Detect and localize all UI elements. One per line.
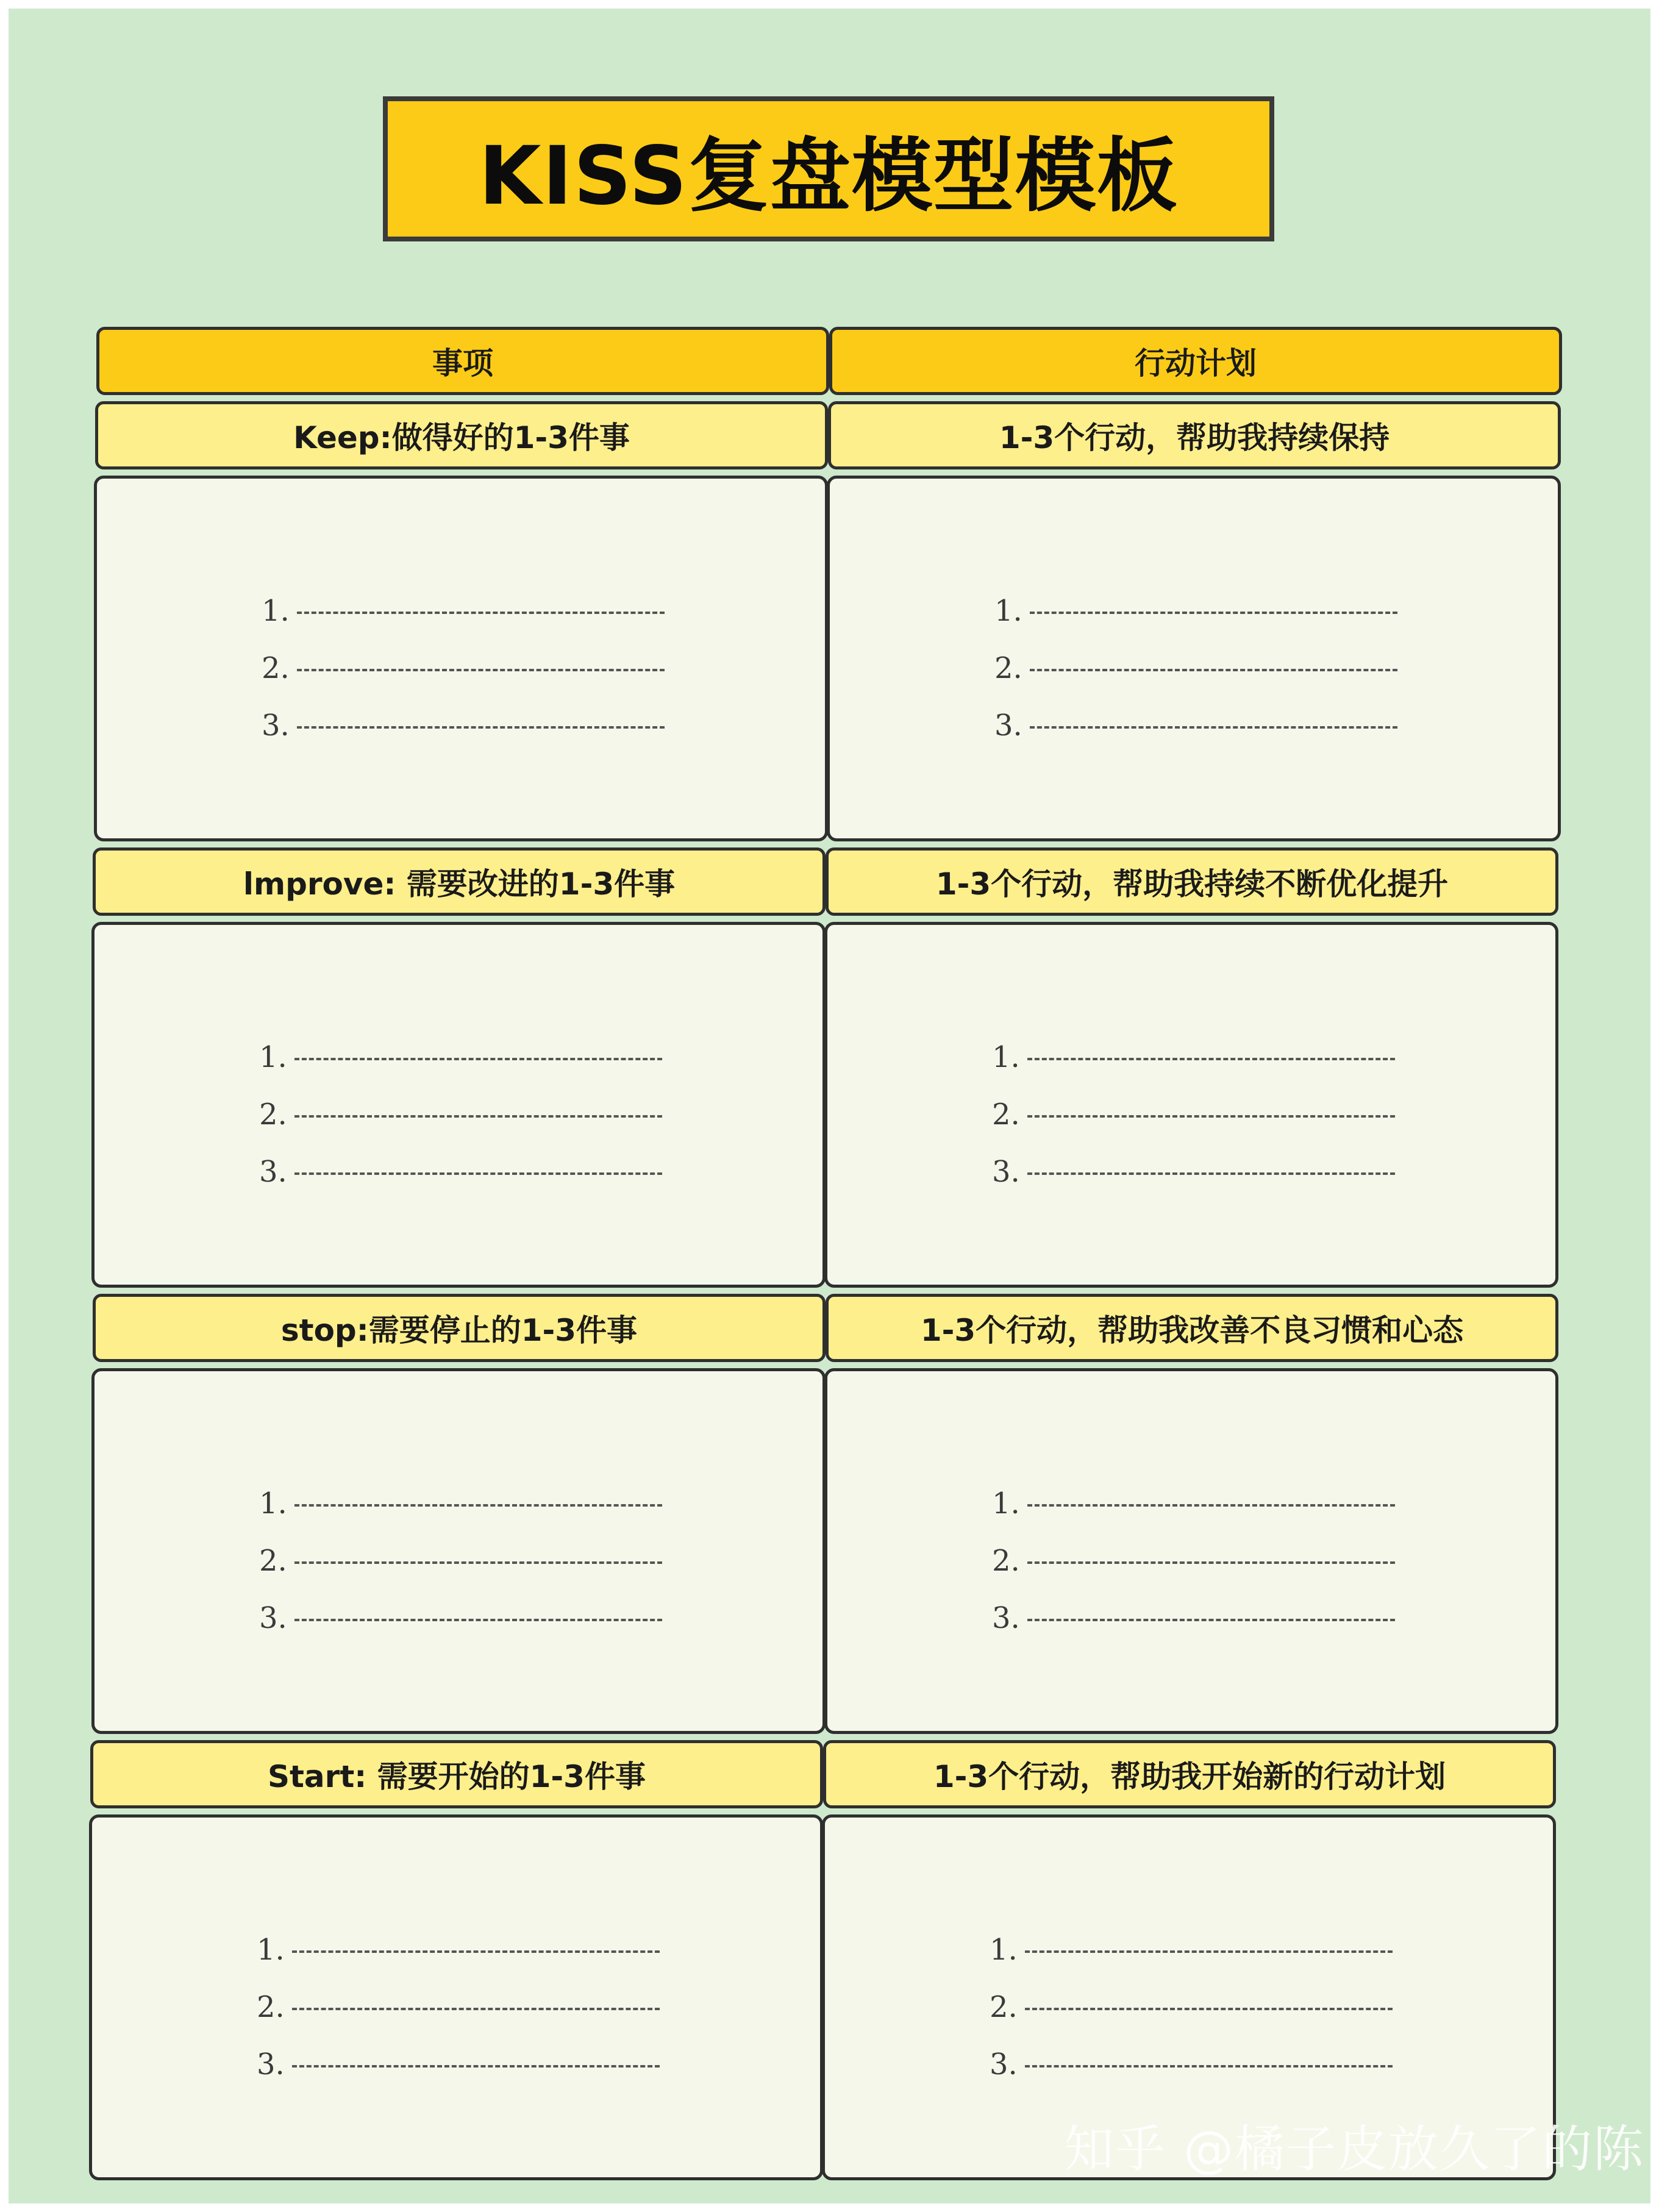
blank-line bbox=[294, 1115, 662, 1118]
list-number: 2. bbox=[994, 651, 1022, 685]
list-number: 3. bbox=[992, 1601, 1020, 1635]
blank-line bbox=[294, 1058, 662, 1060]
section-improve-right-text: 1-3个行动，帮助我持续不断优化提升 bbox=[935, 866, 1449, 902]
section-improve-label-right bbox=[826, 847, 1558, 916]
list-number: 1. bbox=[990, 1933, 1018, 1967]
list-item[interactable] bbox=[994, 697, 1397, 754]
list-item[interactable] bbox=[992, 1143, 1395, 1201]
section-start-right-text: 1-3个行动，帮助我开始新的行动计划 bbox=[933, 1759, 1446, 1794]
section-start-label-right bbox=[823, 1740, 1556, 1808]
blank-line bbox=[292, 2065, 660, 2068]
section-stop-left-text: stop:需要停止的1-3件事 bbox=[280, 1313, 638, 1348]
blank-line bbox=[1025, 2065, 1393, 2068]
section-keep-right-text: 1-3个行动，帮助我持续保持 bbox=[999, 420, 1390, 455]
section-keep-label-left bbox=[95, 401, 828, 469]
list-item[interactable] bbox=[992, 1475, 1395, 1532]
blank-line bbox=[1027, 1115, 1395, 1118]
blank-line bbox=[294, 1619, 662, 1621]
list-item[interactable] bbox=[992, 1532, 1395, 1589]
list-number: 1. bbox=[262, 594, 290, 628]
section-stop-actions-box bbox=[824, 1368, 1558, 1734]
blank-line bbox=[292, 2008, 660, 2010]
list-item[interactable] bbox=[257, 1978, 660, 2036]
section-start-label-left bbox=[90, 1740, 823, 1808]
list-item[interactable] bbox=[259, 1589, 662, 1647]
section-improve-items-box bbox=[91, 922, 826, 1288]
list-number: 2. bbox=[262, 651, 290, 685]
blank-line bbox=[1030, 612, 1397, 614]
blank-line bbox=[1027, 1504, 1395, 1507]
blank-line bbox=[1027, 1619, 1395, 1621]
list-item[interactable] bbox=[259, 1143, 662, 1201]
list-item[interactable] bbox=[994, 582, 1397, 640]
list-item[interactable] bbox=[262, 640, 665, 697]
list-number: 3. bbox=[259, 1601, 287, 1635]
blank-line bbox=[1030, 669, 1397, 671]
list-item[interactable] bbox=[259, 1029, 662, 1086]
blank-line bbox=[1027, 1172, 1395, 1175]
list-item[interactable] bbox=[259, 1086, 662, 1143]
section-improve-actions-box bbox=[824, 922, 1558, 1288]
blank-line bbox=[1025, 1950, 1393, 1953]
blank-line bbox=[297, 726, 665, 729]
list-item[interactable] bbox=[990, 1921, 1393, 1978]
list-number: 3. bbox=[259, 1155, 287, 1189]
list-number: 2. bbox=[257, 1990, 285, 2024]
list-number: 3. bbox=[262, 708, 290, 743]
list-number: 2. bbox=[990, 1990, 1018, 2024]
column-header-items-label: 事项 bbox=[432, 346, 493, 381]
list-number: 3. bbox=[990, 2047, 1018, 2082]
section-improve-label-left bbox=[93, 847, 826, 916]
list-item[interactable] bbox=[990, 1978, 1393, 2036]
list-number: 2. bbox=[259, 1097, 287, 1132]
list-number: 1. bbox=[259, 1040, 287, 1074]
list-number: 1. bbox=[259, 1486, 287, 1521]
blank-line bbox=[1027, 1561, 1395, 1564]
list-item[interactable] bbox=[262, 582, 665, 640]
column-header-action-plan-label: 行动计划 bbox=[1135, 346, 1257, 381]
list-number: 2. bbox=[992, 1544, 1020, 1578]
column-header-items bbox=[96, 327, 829, 395]
blank-line bbox=[294, 1504, 662, 1507]
list-item[interactable] bbox=[259, 1532, 662, 1589]
list-item[interactable] bbox=[992, 1589, 1395, 1647]
blank-line bbox=[294, 1561, 662, 1564]
watermark: 知乎 @橘子皮放久了的陈 bbox=[1064, 2121, 1645, 2178]
section-keep-actions-box bbox=[827, 476, 1561, 841]
list-number: 3. bbox=[992, 1155, 1020, 1189]
list-number: 2. bbox=[992, 1097, 1020, 1132]
blank-line bbox=[297, 612, 665, 614]
section-improve-left-text: lmprove: 需要改进的1-3件事 bbox=[243, 866, 676, 902]
list-number: 3. bbox=[257, 2047, 285, 2082]
list-item[interactable] bbox=[259, 1475, 662, 1532]
list-number: 2. bbox=[259, 1544, 287, 1578]
section-stop-label-right bbox=[826, 1294, 1558, 1362]
list-item[interactable] bbox=[992, 1086, 1395, 1143]
list-item[interactable] bbox=[990, 2036, 1393, 2093]
list-number: 1. bbox=[992, 1040, 1020, 1074]
title-banner bbox=[383, 96, 1274, 241]
list-item[interactable] bbox=[257, 1921, 660, 1978]
list-number: 1. bbox=[257, 1933, 285, 1967]
list-number: 1. bbox=[994, 594, 1022, 628]
section-start-items-box bbox=[89, 1814, 823, 2180]
list-item[interactable] bbox=[262, 697, 665, 754]
list-number: 1. bbox=[992, 1486, 1020, 1521]
section-stop-items-box bbox=[91, 1368, 826, 1734]
blank-line bbox=[1025, 2008, 1393, 2010]
blank-line bbox=[1030, 726, 1397, 729]
section-stop-label-left bbox=[93, 1294, 826, 1362]
section-keep-label-right bbox=[828, 401, 1561, 469]
blank-line bbox=[294, 1172, 662, 1175]
blank-line bbox=[297, 669, 665, 671]
list-item[interactable] bbox=[257, 2036, 660, 2093]
section-keep-left-text: Keep:做得好的1-3件事 bbox=[293, 420, 630, 455]
list-item[interactable] bbox=[994, 640, 1397, 697]
list-number: 3. bbox=[994, 708, 1022, 743]
page-title: KISS复盘模型模板 bbox=[479, 129, 1179, 223]
section-stop-right-text: 1-3个行动，帮助我改善不良习惯和心态 bbox=[920, 1313, 1464, 1348]
section-keep-items-box bbox=[94, 476, 828, 841]
section-start-left-text: Start: 需要开始的1-3件事 bbox=[268, 1759, 646, 1794]
blank-line bbox=[292, 1950, 660, 1953]
column-header-action-plan bbox=[829, 327, 1562, 395]
blank-line bbox=[1027, 1058, 1395, 1060]
list-item[interactable] bbox=[992, 1029, 1395, 1086]
